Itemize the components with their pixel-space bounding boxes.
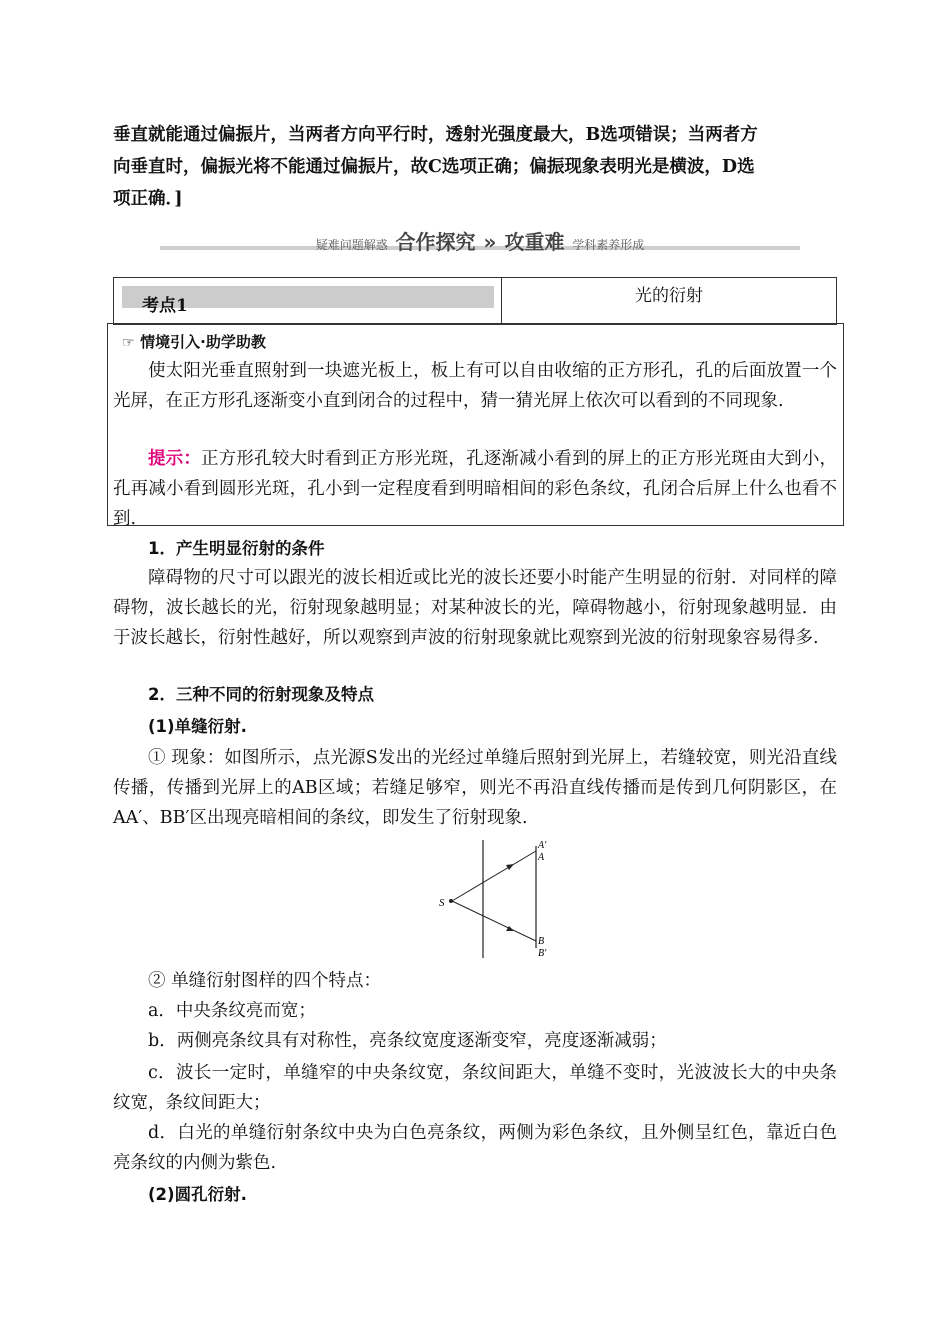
- section2-sub2: (2)圆孔衍射.: [148, 1185, 247, 1204]
- upper-ray-arrow: [506, 864, 514, 870]
- intro-line-2: 向垂直时，偏振光将不能通过偏振片，故C选项正确；偏振现象表明光是横波，D选: [113, 157, 755, 177]
- label-B: B: [538, 936, 545, 947]
- hint-label: 提示：: [148, 449, 202, 469]
- feature-b: b．两侧亮条纹具有对称性，亮条纹宽度逐渐变窄，亮度逐渐减弱；: [148, 1031, 667, 1051]
- phenomenon-text: ① 现象：如图所示，点光源S发出的光经过单缝后照射到光屏上，若缝较宽，则光沿直线传播，传播到光屏上的AB区域；若缝足够窄，则光不再沿直线传播而是传到几何阴影区，在AA′、BB′区出现亮暗相间的条纹，即发生了衍射现象.: [113, 748, 837, 828]
- hint-text: 正方形孔较大时看到正方形光斑，孔逐渐减小看到的屏上的正方形光斑由大到小，孔再减小看到圆形光斑，孔小到一定程度看到明暗相间的彩色条纹，孔闭合后屏上什么也看不到.: [113, 449, 837, 529]
- kaodian-label: 考点1: [142, 296, 188, 316]
- lower-ray: [452, 901, 536, 941]
- single-slit-diagram: [430, 838, 565, 963]
- situation-header-text: 情境引入·助学助教: [140, 333, 266, 351]
- upper-ray: [452, 851, 536, 901]
- banner-arrow-icon: »: [483, 230, 497, 254]
- banner-left-small: 疑难问题解惑: [315, 238, 388, 252]
- label-A-prime: A′: [538, 840, 547, 851]
- feature-c: c．波长一定时，单缝窄的中央条纹宽，条纹间距大，单缝不变时，光波波长大的中央条纹宽，条纹间距大；: [113, 1063, 837, 1113]
- label-B-prime: B′: [538, 948, 547, 959]
- banner-title-left: 合作探究: [395, 230, 476, 254]
- intro-line-3: 项正确．]: [113, 189, 183, 209]
- hand-pointer-icon: ☞: [122, 335, 135, 351]
- banner-title-right: 攻重难: [504, 230, 565, 254]
- label-S: S: [439, 897, 445, 909]
- section1-heading: 1．产生明显衍射的条件: [148, 539, 325, 558]
- situation-header: [122, 327, 266, 358]
- kaodian-title: 光的衍射: [635, 286, 703, 306]
- label-A: A: [538, 852, 545, 863]
- features-heading: ② 单缝衍射图样的四个特点：: [148, 971, 382, 991]
- kaodian-header: [113, 277, 837, 325]
- situation-hint: [113, 444, 837, 534]
- section2-sub1: (1)单缝衍射.: [148, 717, 247, 736]
- situation-body: 使太阳光垂直照射到一块遮光板上，板上有可以自由收缩的正方形孔，孔的后面放置一个光屏，在正方形孔逐渐变小直到闭合的过程中，猜一猜光屏上依次可以看到的不同现象.: [113, 361, 837, 411]
- point-source: [449, 899, 453, 903]
- section2-heading: 2．三种不同的衍射现象及特点: [148, 685, 374, 704]
- section-banner: [160, 224, 800, 254]
- banner-right-small: 学科素养形成: [572, 238, 645, 252]
- feature-d: d．白光的单缝衍射条纹中央为白色亮条纹，两侧为彩色条纹，且外侧呈红色，靠近白色亮条纹的内侧为紫色.: [113, 1123, 837, 1173]
- kaodian-tab: [122, 286, 494, 316]
- section1-body: 障碍物的尺寸可以跟光的波长相近或比光的波长还要小时能产生明显的衍射．对同样的障碍物，波长越长的光，衍射现象越明显；对某种波长的光，障碍物越小，衍射现象越明显．由于波长越长，衍射性越好，所以观察到声波的衍射现象就比观察到光波的衍射现象容易得多.: [113, 568, 837, 648]
- feature-a: a．中央条纹亮而宽；: [148, 1001, 316, 1021]
- intro-line-1: 垂直就能通过偏振片，当两者方向平行时，透射光强度最大，B选项错误；当两者方: [113, 125, 758, 145]
